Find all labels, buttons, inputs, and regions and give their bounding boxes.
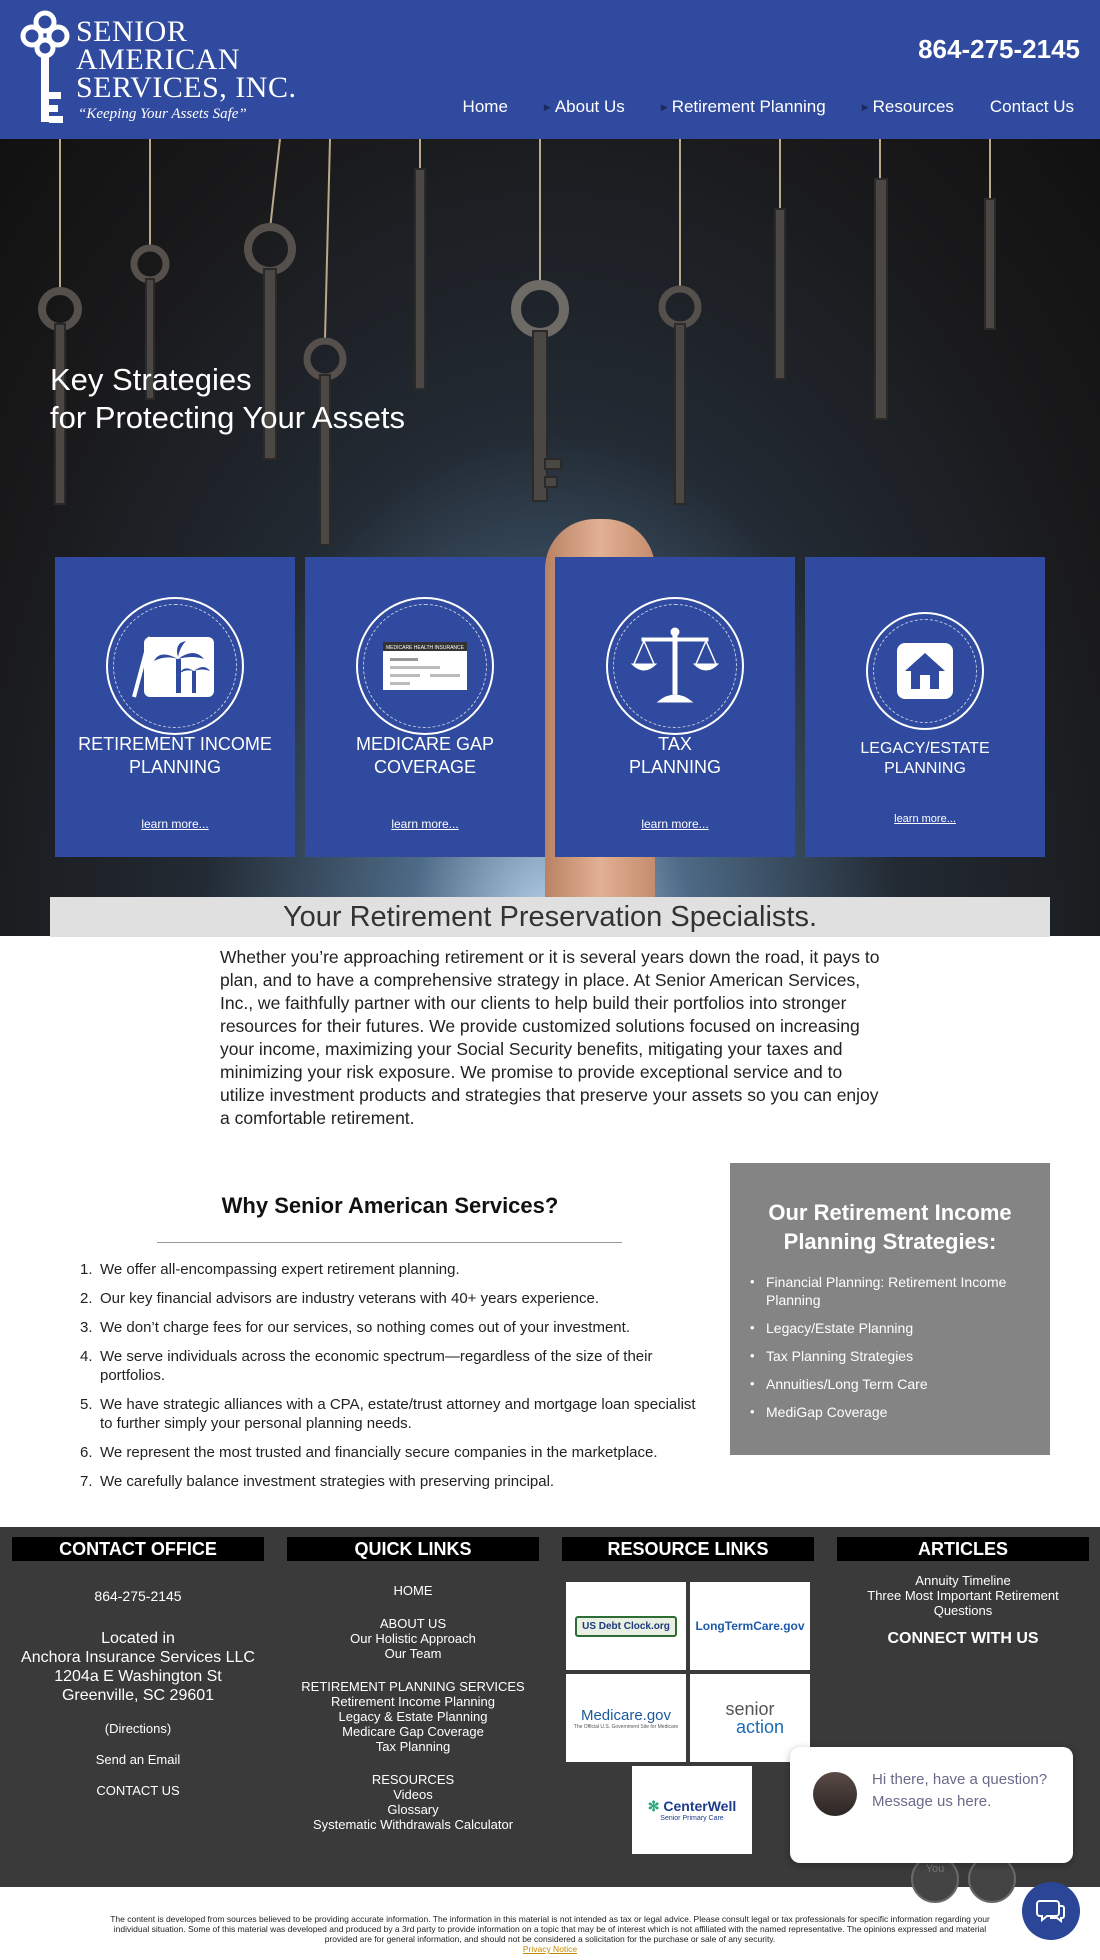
nav-about-us[interactable] <box>528 97 625 117</box>
city-address: Greenville, SC 29601 <box>61 1687 215 1704</box>
card-legacy-estate[interactable] <box>805 557 1045 857</box>
list-item: 1. We offer all-encompassing expert retirement planning. <box>80 1261 460 1278</box>
logo-text <box>76 15 297 104</box>
card-title-line-1: MEDICARE GAP <box>355 734 495 754</box>
contact-us-link[interactable]: CONTACT US <box>96 1783 180 1798</box>
card-title-line-2: PLANNING <box>884 760 966 777</box>
learn-more-link[interactable]: learn more... <box>141 817 209 831</box>
list-item-text: We carefully balance investment strategies with preserving principal. <box>100 1473 555 1490</box>
list-item: 7. We carefully balance investment strategies with preserving principal. <box>80 1473 555 1490</box>
submenu-arrow-icon: ▶ <box>861 101 869 112</box>
strategies-title-line-2: Planning Strategies: <box>783 1229 997 1254</box>
card-title <box>305 733 545 779</box>
centerwell-logo-text: CenterWell <box>663 1798 737 1814</box>
list-item: • Financial Planning: Retirement Income Planning <box>750 1273 1040 1309</box>
medicare-card-icon <box>356 597 494 735</box>
nav-resources-label: Resources <box>872 97 954 116</box>
list-item: • MediGap Coverage <box>750 1404 888 1420</box>
medicare-card-header-text: MEDICARE HEALTH INSURANCE <box>386 645 464 651</box>
list-item: 6. We represent the most trusted and financially secure companies in the marketplace. <box>80 1444 658 1461</box>
key-logo-icon <box>18 8 72 130</box>
footer-resource-links-column <box>562 1537 814 1561</box>
footer-heading: CONTACT OFFICE <box>12 1537 264 1561</box>
nav-home-label: Home <box>462 97 508 116</box>
centerwell-flower-icon: ✻ <box>647 1798 660 1814</box>
why-heading: Why Senior American Services? <box>221 1193 559 1218</box>
card-title <box>555 733 795 779</box>
company-name: Anchora Insurance Services LLC <box>21 1649 255 1666</box>
quick-link-team[interactable]: Our Team <box>384 1646 442 1661</box>
avatar <box>813 1772 857 1816</box>
submenu-arrow-icon: ▶ <box>543 101 551 112</box>
scales-icon <box>606 597 744 735</box>
connect-heading: CONNECT WITH US <box>887 1630 1039 1647</box>
card-title <box>55 733 295 779</box>
quick-link-rps[interactable]: RETIREMENT PLANNING SERVICES <box>301 1679 525 1694</box>
list-item-text: We have strategic alliances with a CPA, estate/trust attorney and mortgage loan specialist to further simply your personal planning needs. <box>100 1396 696 1432</box>
disclaimer-text: The content is developed from sources believed to be providing accurate information. The information in this material is not intended as tax or legal advice. Please consult legal or tax professionals for specific information regarding your individual situation. Some of this material was developed and produced by a 3rd party to provide information on a topic that may be of interest which is not affiliated with the named representative. The opinions expressed and material provided are for general information, and should not be considered a solicitation for the purchase or sale of any security. <box>110 1914 990 1944</box>
chat-message: Hi there, have a question? Message us here. <box>872 1771 1048 1810</box>
quick-link-medicare[interactable]: Medicare Gap Coverage <box>342 1724 484 1739</box>
nav-contact-us[interactable] <box>974 97 1074 117</box>
logo[interactable] <box>18 8 298 130</box>
long-term-care-logo: LongTermCare.gov <box>695 1619 805 1633</box>
divider <box>157 1242 622 1243</box>
nav-contact-us-label: Contact Us <box>989 97 1074 116</box>
us-debt-clock-logo: US Debt Clock.org <box>575 1616 677 1637</box>
logo-tagline: “Keeping Your Assets Safe” <box>78 106 247 122</box>
nav-home[interactable] <box>447 97 508 117</box>
learn-more-link[interactable]: learn more... <box>641 817 709 831</box>
located-in-label: Located in <box>101 1630 175 1647</box>
footer-contact-column <box>12 1537 264 1798</box>
quick-link-about[interactable]: ABOUT US <box>379 1616 447 1631</box>
main-nav <box>447 97 1074 117</box>
us-debt-clock-link[interactable] <box>566 1582 686 1670</box>
medicare-gov-logo: Medicare.gov <box>580 1706 672 1724</box>
list-item: • Tax Planning Strategies <box>750 1348 914 1364</box>
nav-resources[interactable] <box>846 97 954 117</box>
palm-tree-icon <box>106 597 244 735</box>
card-retirement-income[interactable] <box>55 557 295 857</box>
quick-link-swc[interactable]: Systematic Withdrawals Calculator <box>312 1817 514 1832</box>
strategies-title-line-1: Our Retirement Income <box>768 1200 1012 1225</box>
hero-title-line-2: for Protecting Your Assets <box>50 400 405 435</box>
quick-link-legacy[interactable]: Legacy & Estate Planning <box>338 1709 488 1724</box>
list-item: 3. We don’t charge fees for our services, so nothing comes out of your investment. <box>80 1319 630 1336</box>
centerwell-link[interactable] <box>632 1766 752 1854</box>
quick-link-holistic[interactable]: Our Holistic Approach <box>350 1631 476 1646</box>
logo-line-1: SENIOR <box>76 15 188 48</box>
card-title-line-2: COVERAGE <box>373 757 477 777</box>
street-address: 1204a E Washington St <box>54 1668 222 1685</box>
list-item-text: Our key financial advisors are industry veterans with 40+ years experience. <box>100 1290 599 1307</box>
senior-action-logo-bottom: action <box>735 1717 785 1737</box>
chat-launcher-button[interactable] <box>1022 1882 1080 1940</box>
card-title-line-1: RETIREMENT INCOME <box>78 734 272 754</box>
quick-link-rip[interactable]: Retirement Income Planning <box>330 1694 496 1709</box>
list-item-text: We don’t charge fees for our services, so nothing comes out of your investment. <box>100 1319 630 1336</box>
footer-heading: QUICK LINKS <box>287 1537 539 1561</box>
quick-link-resources[interactable]: RESOURCES <box>371 1772 455 1787</box>
card-title-line-1: TAX <box>658 734 692 754</box>
medicare-gov-subtitle: The Official U.S. Government Site for Medicare <box>573 1723 679 1730</box>
quick-link-tax[interactable]: Tax Planning <box>375 1739 451 1754</box>
section-heading: Your Retirement Preservation Specialists. <box>50 897 1050 937</box>
list-item: • Legacy/Estate Planning <box>750 1320 914 1336</box>
list-item-text: Tax Planning Strategies <box>766 1348 914 1364</box>
house-icon <box>866 612 984 730</box>
site-header <box>0 0 1100 139</box>
medicare-gov-link[interactable] <box>566 1674 686 1762</box>
centerwell-subtitle: Senior Primary Care <box>660 1815 724 1822</box>
chat-popup[interactable] <box>790 1747 1073 1863</box>
card-medicare-gap[interactable] <box>305 557 545 857</box>
long-term-care-link[interactable] <box>690 1582 810 1670</box>
quick-link-home[interactable]: HOME <box>393 1583 433 1598</box>
quick-link-glossary[interactable]: Glossary <box>387 1802 439 1817</box>
list-item-text: We serve individuals across the economic spectrum—regardless of the size of their portfolios. <box>100 1348 653 1384</box>
list-item-text: We offer all-encompassing expert retirement planning. <box>100 1261 460 1278</box>
header-phone[interactable]: 864-275-2145 <box>918 34 1080 64</box>
logo-line-2: AMERICAN <box>76 43 241 76</box>
logo-line-3: SERVICES, INC. <box>76 71 297 104</box>
why-list <box>80 1260 710 1501</box>
nav-retirement-planning-label: Retirement Planning <box>671 97 826 116</box>
footer-heading: ARTICLES <box>837 1537 1089 1561</box>
list-item: • Annuities/Long Term Care <box>750 1376 928 1392</box>
send-email-link[interactable]: Send an Email <box>95 1752 181 1767</box>
list-item-text: We represent the most trusted and financially secure companies in the marketplace. <box>100 1444 658 1461</box>
card-title-line-2: PLANNING <box>628 757 722 777</box>
strategies-panel <box>730 1163 1050 1455</box>
article-link[interactable]: Annuity Timeline <box>915 1573 1011 1588</box>
article-link[interactable]: Three Most Important Retirement Questions <box>867 1588 1059 1618</box>
footer-phone[interactable]: 864-275-2145 <box>94 1588 182 1604</box>
disclaimer <box>110 1914 990 1954</box>
list-item-text: Annuities/Long Term Care <box>766 1376 928 1392</box>
list-item: 5. We have strategic alliances with a CPA, estate/trust attorney and mortgage loan specialist to further simply your personal planning needs. <box>80 1395 710 1433</box>
quick-link-videos[interactable]: Videos <box>393 1787 433 1802</box>
learn-more-link[interactable]: learn more... <box>391 817 459 831</box>
list-item-text: Financial Planning: Retirement Income Planning <box>766 1274 1007 1308</box>
service-cards <box>55 557 1045 857</box>
nav-about-us-label: About Us <box>554 97 625 116</box>
privacy-notice-link[interactable]: Privacy Notice <box>522 1944 578 1954</box>
card-title-line-1: LEGACY/ESTATE <box>860 740 990 757</box>
card-title <box>805 739 1045 779</box>
list-item: 4. We serve individuals across the economic spectrum—regardless of the size of their portfolios. <box>80 1347 710 1385</box>
senior-action-logo-top: senior <box>725 1699 775 1719</box>
directions-link[interactable]: (Directions) <box>104 1721 172 1736</box>
chat-icon <box>1036 1897 1066 1925</box>
hero-title <box>50 361 405 437</box>
card-tax-planning[interactable] <box>555 557 795 857</box>
list-item: 2. Our key financial advisors are industry veterans with 40+ years experience. <box>80 1290 599 1307</box>
hero-title-line-1: Key Strategies <box>50 362 252 397</box>
footer-articles-column <box>837 1537 1089 1648</box>
strategies-list <box>750 1273 1040 1431</box>
centerwell-logo <box>648 1798 737 1815</box>
footer-quick-links-column <box>287 1537 539 1832</box>
nav-retirement-planning[interactable] <box>645 97 826 117</box>
strategies-title <box>730 1198 1050 1256</box>
intro-paragraph: Whether you’re approaching retirement or it is several years down the road, it pays to plan, and to have a comprehensive strategy in place. At Senior American Services, Inc., we faithfully partner with our clients to help build their portfolios into stronger resources for their futures. We provide customized solutions focused on increasing your income, maximizing your Social Security benefits, mitigating your taxes and minimizing your risk exposure. We promise to provide exceptional service and to utilize investment products and strategies that preserve your assets so you can enjoy a comfortable retirement. <box>220 947 880 1128</box>
footer-heading: RESOURCE LINKS <box>562 1537 814 1561</box>
list-item-text: MediGap Coverage <box>766 1404 888 1420</box>
submenu-arrow-icon: ▶ <box>660 101 668 112</box>
footer-address <box>12 1629 264 1705</box>
list-item-text: Legacy/Estate Planning <box>766 1320 914 1336</box>
senior-action-link[interactable] <box>690 1674 810 1762</box>
card-title-line-2: PLANNING <box>128 757 222 777</box>
learn-more-link[interactable]: learn more... <box>894 813 956 825</box>
youtube-icon-label: You <box>925 1863 945 1875</box>
